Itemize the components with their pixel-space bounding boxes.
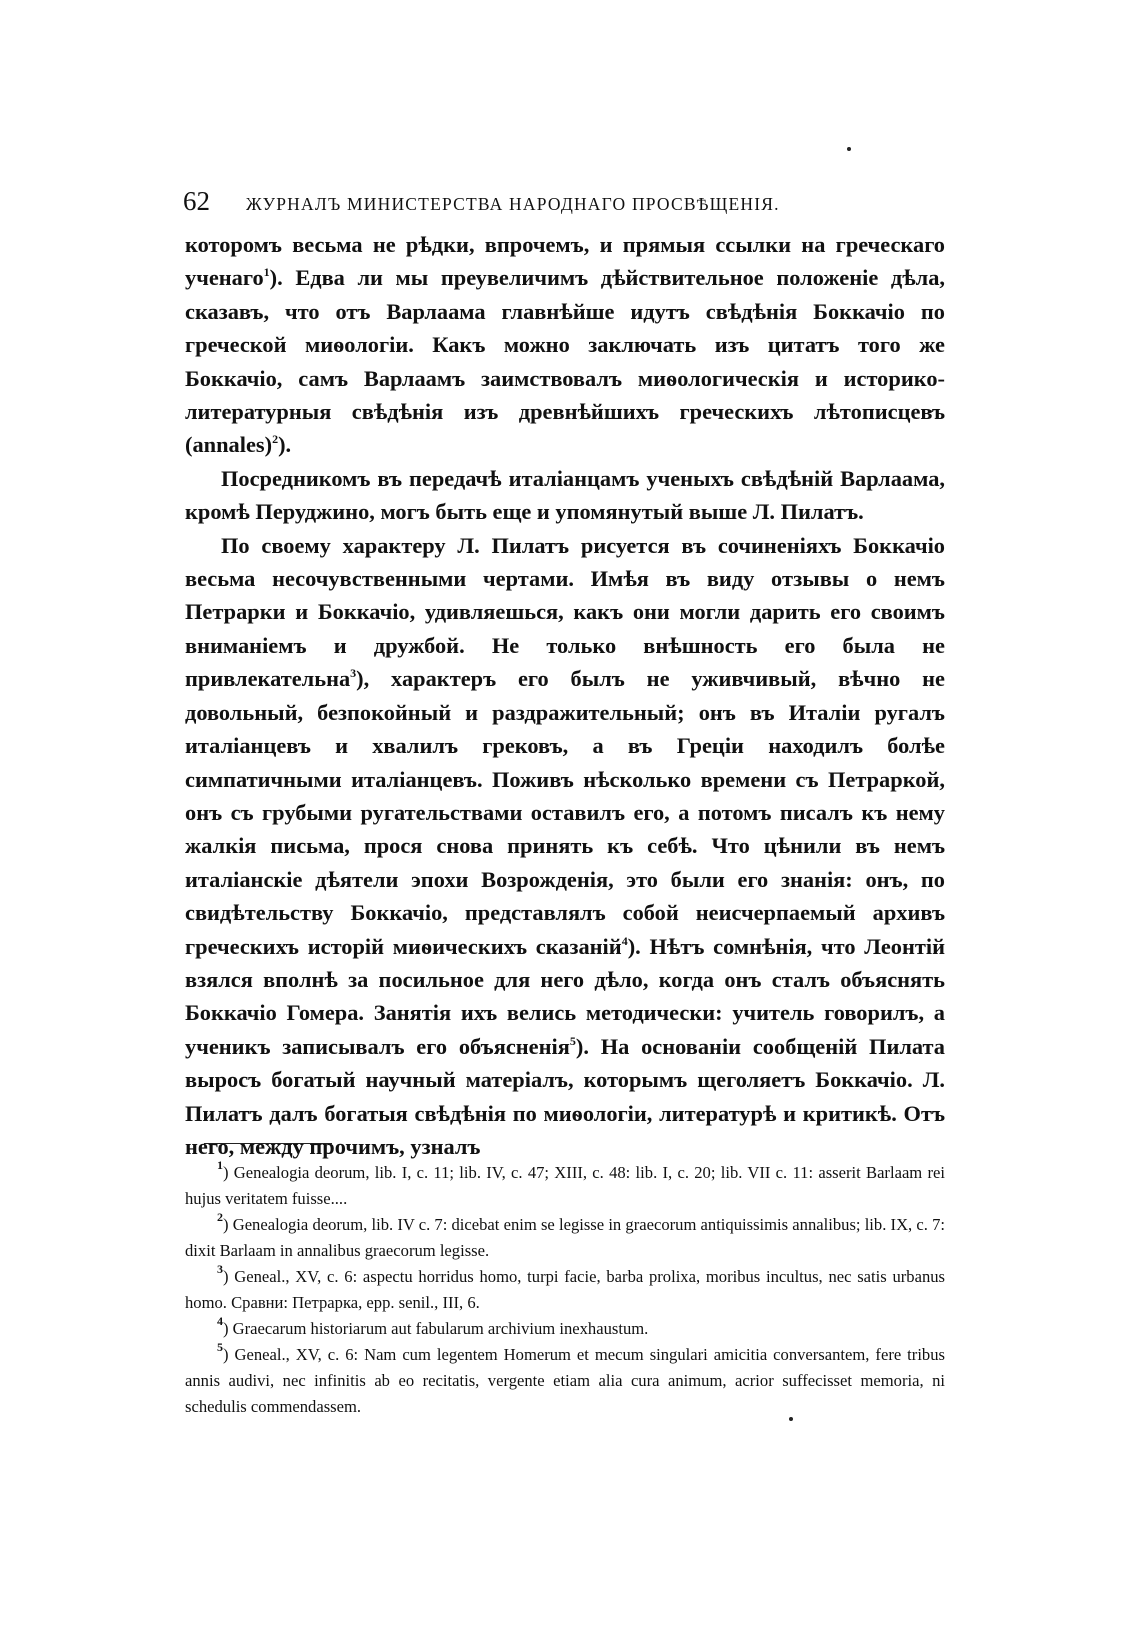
footnote: $^2$) Genealogia deorum, lib. IV c. 7: dicebat enim se legisse in graecorum antiquissimis annalibus; lib. IX, c. 7: dixit Barlaam in annalibus graecorum legisse.: [185, 1210, 945, 1260]
page-number: 62: [183, 186, 210, 216]
footnotes: [185, 1160, 945, 1420]
running-title: ЖУРНАЛЪ МИНИСТЕРСТВА НАРОДНАГО ПРОСВѢЩЕНІЯ.: [246, 194, 780, 214]
footnote-ref: 4: [621, 933, 628, 948]
footnote-separator: [204, 1143, 332, 1144]
running-header: [183, 186, 953, 217]
footnote-ref: 5: [569, 1033, 576, 1048]
footnote: $^1$) Genealogia deorum, lib. I, c. 11; lib. IV, c. 47; XIII, c. 48: lib. I, c. 20; lib. VII c. 11: asserit Barlaam rei hujus veritatem fuisse....: [185, 1158, 945, 1208]
footnote-ref: 3: [350, 666, 357, 681]
footnote: $^5$) Geneal., XV, c. 6: Nam cum legentem Homerum et mecum singulari amicitia conversantem, fere tribus annis audivi, nec infinitis ab eo recitatis, vergente etiam alia cura animum, acrior suffecisset memoria, ni schedulis commendassem.: [185, 1340, 945, 1416]
footnote: $^4$) Graecarum historiarum aut fabularum archivium inexhaustum.: [217, 1314, 649, 1338]
footnote: $^3$) Geneal., XV, c. 6: aspectu horridus homo, turpi facie, barba prolixa, moribus incultus, nec satis urbanus homo. Сравни: Петрарка, epp. senil., III, 6.: [185, 1262, 945, 1312]
footnote-ref: 1: [263, 265, 270, 280]
scan-speck: [847, 147, 851, 151]
paragraph: которомъ весьма не рѣдки, впрочемъ, и прямыя ссылки на греческаго ученаго$^1$). Едва ли мы преувеличимъ дѣйствительное положеніе дѣла, сказавъ, что отъ Варлаама главнѣйше идутъ свѣдѣнія Боккачіо по греческой миѳологіи. Какъ можно заключать изъ цитатъ того же Боккачіо, самъ Варлаамъ заимствовалъ миѳологическія и историко-литературныя свѣдѣнія изъ древнѣйшихъ греческихъ лѣтописцевъ (annales)$^2$).: [185, 232, 945, 458]
paragraph: По своему характеру Л. Пилатъ рисуется въ сочиненіяхъ Боккачіо весьма несочувственными чертами. Имѣя въ виду отзывы о немъ Петрарки и Боккачіо, удивляешься, какъ они могли дарить его своимъ вниманіемъ и дружбой. Не только внѣшность его была не привлекательна$^3$), характеръ его былъ не уживчивый, вѣчно не довольный, безпокойный и раздражительный; онъ въ Италіи ругалъ италіанцевъ и хвалилъ грековъ, а въ Греціи находилъ болѣе симпатичными италіанцевъ. Поживъ нѣсколько времени съ Петраркой, онъ съ грубыми ругательствами оставилъ его, а потомъ писалъ къ нему жалкія письма, прося снова принять къ себѣ. Что цѣнили въ немъ италіанскіе дѣятели эпохи Возрожденія, это были его знанія: онъ, по свидѣтельству Боккачіо, представлялъ собой неисчерпаемый архивъ греческихъ исторій миѳическихъ сказаній$^4$). Нѣтъ сомнѣнія, что Леонтій взялся вполнѣ за посильное для него дѣло, когда онъ сталъ объяснять Боккачіо Гомера. Занятія ихъ велись методически: учитель говорилъ, а ученикъ записывалъ его объясненія$^5$). На основаніи сообщеній Пилата выросъ богатый научный матеріалъ, которымъ щеголяетъ Боккачіо. Л. Пилатъ далъ богатыя свѣдѣнія по миѳологіи, литературѣ и критикѣ. Отъ него, между прочимъ, узналъ: [185, 532, 945, 1159]
paragraph: Посредникомъ въ передачѣ италіанцамъ ученыхъ свѣдѣній Варлаама, кромѣ Перуджино, могъ быть еще и упомянутый выше Л. Пилатъ.: [185, 465, 945, 525]
footnote-ref: 2: [272, 432, 279, 447]
main-text: [185, 228, 945, 1163]
